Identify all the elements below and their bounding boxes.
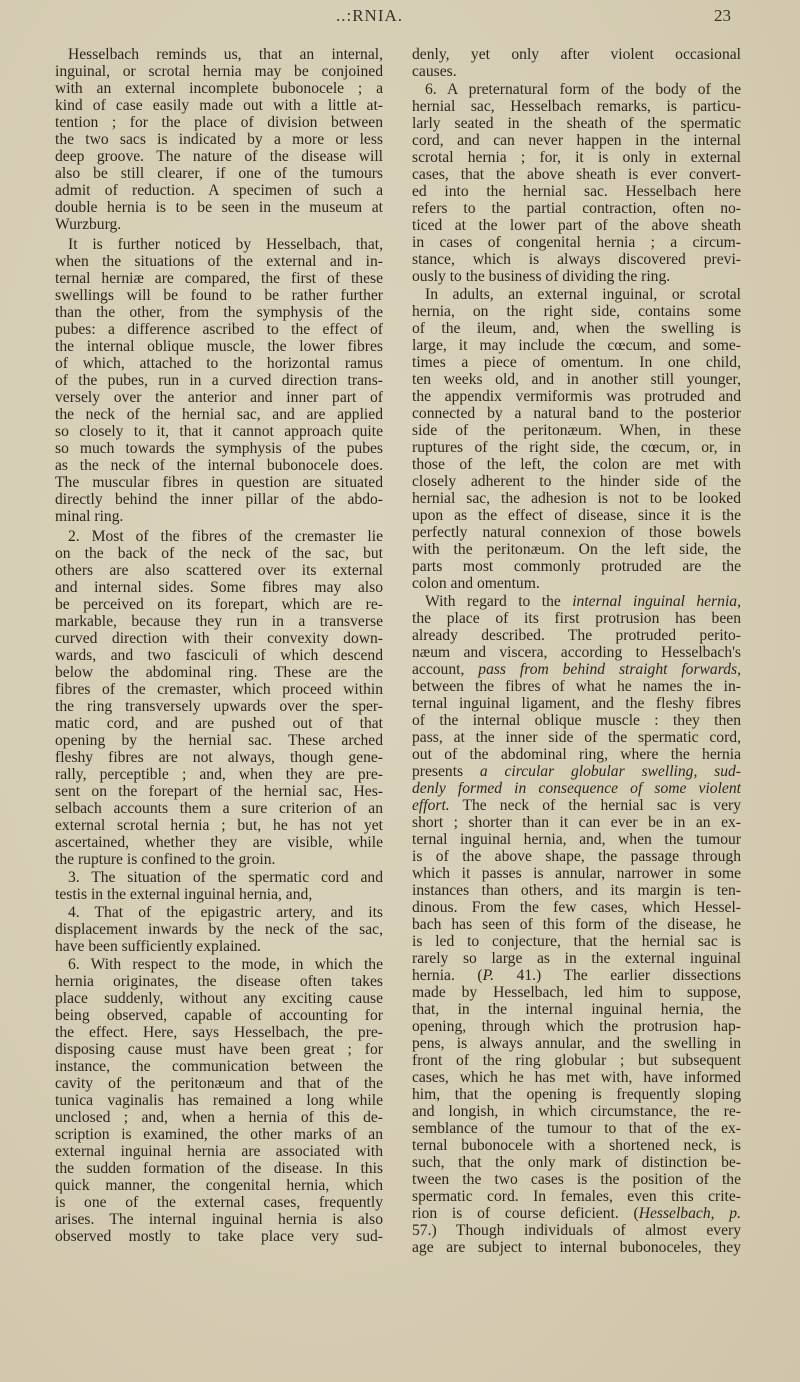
text-line: quick manner, the congenital hernia, which xyxy=(55,1177,383,1194)
text-line: large, it may include the cœcum, and some- xyxy=(412,337,741,354)
text-line: when the situations of the external and in- xyxy=(55,253,383,270)
text-line: on the back of the neck of the sac, but xyxy=(55,545,383,562)
text-line: 3. The situation of the spermatic cord and xyxy=(68,869,383,886)
text-line: inguinal, or scrotal hernia may be conjoined xyxy=(55,63,383,80)
paragraph xyxy=(55,236,383,525)
text-line: 6. With respect to the mode, in which the xyxy=(68,956,383,973)
text-line: versely over the anterior and inner part of xyxy=(55,389,383,406)
text-line: below the abdominal ring. These are the xyxy=(55,664,383,681)
text-line: ed into the hernial sac. Hesselbach here xyxy=(412,183,741,200)
text-line: fibres of the cremaster, which proceed within xyxy=(55,681,383,698)
text-line: made by Hesselbach, led him to suppose, xyxy=(412,984,741,1001)
text-span: account, xyxy=(412,661,479,678)
text-line: those of the left, the colon are met with xyxy=(412,456,741,473)
text-line: hernial sac, Hesselbach remarks, is particu- xyxy=(412,98,741,115)
paragraph xyxy=(412,286,741,592)
text-line: In adults, an external inguinal, or scrotal xyxy=(425,286,741,303)
text-line: closely adherent to the hinder side of the xyxy=(412,473,741,490)
text-line: the internal oblique muscle, the lower fibres xyxy=(55,338,383,355)
text-line: double hernia is to be seen in the museum at xyxy=(55,199,383,216)
text-line: ternal inguinal hernia, and, when the tumour xyxy=(412,831,741,848)
text-line: which it passes is annular, narrower in some xyxy=(412,865,741,882)
text-line: between the fibres of what he names the in- xyxy=(412,678,741,695)
text-span: With regard to the xyxy=(425,593,573,610)
text-line: ascertained, whether they are visible, while xyxy=(55,834,383,851)
text-line: testis in the external inguinal hernia, and, xyxy=(55,886,313,903)
italic-text: Hesselbach, p. xyxy=(638,1205,741,1222)
paragraph xyxy=(412,81,741,285)
text-line: refers to the partial contraction, often no- xyxy=(412,200,741,217)
page-number: 23 xyxy=(714,6,731,25)
text-line xyxy=(412,797,741,814)
text-line: denly, yet only after violent occasional xyxy=(412,46,741,63)
text-line: ternal inguinal ligament, and the fleshy fibres xyxy=(412,695,741,712)
text-line: scrotal hernia ; for, it is only in external xyxy=(412,149,741,166)
text-line: with an external incomplete bubonocele ; a xyxy=(55,80,383,97)
text-line: times a piece of omentum. In one child, xyxy=(412,354,741,371)
text-line: age are subject to internal bubonoceles, they xyxy=(412,1239,741,1256)
text-column-left xyxy=(55,46,383,1246)
text-line: have been sufficiently explained. xyxy=(55,938,261,955)
text-line: being observed, capable of accounting for xyxy=(55,1007,383,1024)
text-line: parts most commonly protruded are the xyxy=(412,558,741,575)
text-line: unclosed ; and, when a hernia of this de- xyxy=(55,1109,383,1126)
text-line: instance, the communication between the xyxy=(55,1058,383,1075)
text-line xyxy=(412,780,741,797)
text-line: side of the peritonæum. When, in these xyxy=(412,422,741,439)
text-column-right xyxy=(412,46,741,1257)
text-line: dinous. From the few cases, which Hessel- xyxy=(412,899,741,916)
text-line: directly behind the inner pillar of the abdo- xyxy=(55,491,383,508)
text-line: disposing cause must have been great ; for xyxy=(55,1041,383,1058)
text-line: the ring transversely upwards over the sper- xyxy=(55,698,383,715)
text-line: the appendix vermiformis was protruded and xyxy=(412,388,741,405)
italic-text: denly formed in consequence of some violent xyxy=(412,780,741,797)
text-line: tention ; for the place of division between xyxy=(55,114,383,131)
text-line: matic cord, and are pushed out of that xyxy=(55,715,383,732)
text-line: It is further noticed by Hesselbach, that, xyxy=(68,236,383,253)
text-line: spermatic cord. In females, even this crite- xyxy=(412,1188,741,1205)
text-line: of the pubes, run in a curved direction trans- xyxy=(55,372,383,389)
text-line: others are also scattered over its external xyxy=(55,562,383,579)
text-line: the sudden formation of the disease. In this xyxy=(55,1160,383,1177)
text-line: wards, and two fasciculi of which descend xyxy=(55,647,383,664)
text-line: already described. The protruded perito- xyxy=(412,627,741,644)
text-line: semblance of the tumour to that of the ex- xyxy=(412,1120,741,1137)
text-line: pens, is always annular, and the swelling in xyxy=(412,1035,741,1052)
text-line: of the ileum, and, when the swelling is xyxy=(412,320,741,337)
text-line: Wurzburg. xyxy=(55,216,122,233)
text-line: hernia, on the right side, contains some xyxy=(412,303,741,320)
text-line: ously to the business of dividing the ring. xyxy=(412,268,671,285)
text-span: The neck of the hernial sac is very xyxy=(449,797,741,814)
text-line: him, that the opening is frequently sloping xyxy=(412,1086,741,1103)
text-line: cord, and can never happen in the internal xyxy=(412,132,741,149)
text-line: the place of its first protrusion has been xyxy=(412,610,741,627)
text-line: external scrotal hernia ; but, he has not yet xyxy=(55,817,383,834)
text-line xyxy=(412,661,741,678)
text-line: kind of case easily made out with a little at- xyxy=(55,97,383,114)
paragraph xyxy=(55,956,383,1245)
text-line: rarely so large as in the external inguinal xyxy=(412,950,741,967)
text-line: pubes: a difference ascribed to the effect of xyxy=(55,321,383,338)
text-line: is led to conjecture, that the hernial sac is xyxy=(412,933,741,950)
text-line: cases, that the above sheath is ever convert- xyxy=(412,166,741,183)
text-line: scription is examined, the other marks of an xyxy=(55,1126,383,1143)
text-line: front of the ring globular ; but subsequent xyxy=(412,1052,741,1069)
text-line: fleshy fibres are not always, though gene- xyxy=(55,749,383,766)
text-line: ternal herniæ are compared, the first of these xyxy=(55,270,383,287)
text-span: hernia. ( xyxy=(412,967,483,984)
text-line xyxy=(412,763,741,780)
text-line: curved direction with their convexity down- xyxy=(55,630,383,647)
text-line: pass, at the inner side of the spermatic cord, xyxy=(412,729,741,746)
text-span: presents xyxy=(412,763,480,780)
text-line: swellings will be found to be rather further xyxy=(55,287,383,304)
text-line: hernial sac, the adhesion is not to be looked xyxy=(412,490,741,507)
text-line: as the neck of the internal bubonocele does. xyxy=(55,457,383,474)
text-line: that, in the internal inguinal hernia, the xyxy=(412,1001,741,1018)
text-line: sent on the forepart of the hernial sac, Hes- xyxy=(55,783,383,800)
text-line: is one of the external cases, frequently xyxy=(55,1194,383,1211)
italic-text: internal inguinal hernia, xyxy=(572,593,741,610)
text-line: cavity of the peritonæum and that of the xyxy=(55,1075,383,1092)
text-line: markable, because they run in a transverse xyxy=(55,613,383,630)
text-line: bach has seen of this form of the disease, he xyxy=(412,916,741,933)
text-line: observed mostly to take place very sud- xyxy=(55,1228,383,1245)
text-line xyxy=(412,593,741,610)
text-line: cases, which he has met with, have informed xyxy=(412,1069,741,1086)
text-span: 41.) The earlier dissections xyxy=(494,967,741,984)
text-line: stance, which is always discovered previ- xyxy=(412,251,741,268)
text-line: næum and viscera, according to Hesselbach's xyxy=(412,644,741,661)
text-line: out of the abdominal ring, where the hernia xyxy=(412,746,741,763)
text-line: tween the two cases is the position of the xyxy=(412,1171,741,1188)
text-line: also be still clearer, if one of the tumours xyxy=(55,165,383,182)
paragraph xyxy=(412,593,741,1256)
text-line: deep groove. The nature of the disease will xyxy=(55,148,383,165)
text-line: the effect. Here, says Hesselbach, the pre- xyxy=(55,1024,383,1041)
text-line: tunica vaginalis has remained a long while xyxy=(55,1092,383,1109)
text-line: larly seated in the sheath of the spermatic xyxy=(412,115,741,132)
text-line: such, that the only mark of distinction be- xyxy=(412,1154,741,1171)
text-line: colon and omentum. xyxy=(412,575,540,592)
text-line: 6. A preternatural form of the body of the xyxy=(425,81,741,98)
text-line xyxy=(412,1205,741,1222)
text-line: the two sacs is indicated by a more or less xyxy=(55,131,383,148)
paragraph xyxy=(55,46,383,233)
text-line: short ; shorter than it can ever be in an ex- xyxy=(412,814,741,831)
text-line: the rupture is confined to the groin. xyxy=(55,851,276,868)
text-line: minal ring. xyxy=(55,508,124,525)
running-head: ..:RNIA. xyxy=(336,6,404,25)
text-line: ticed at the lower part of the above sheath xyxy=(412,217,741,234)
paragraph xyxy=(412,46,741,80)
text-line: is of the above shape, the passage through xyxy=(412,848,741,865)
text-line: rally, perceptible ; and, when they are pre- xyxy=(55,766,383,783)
text-line: than the other, from the symphysis of the xyxy=(55,304,383,321)
text-line: causes. xyxy=(412,63,457,80)
text-line: ternal bubonocele with a shortened neck, is xyxy=(412,1137,741,1154)
text-line: 2. Most of the fibres of the cremaster lie xyxy=(68,528,383,545)
text-line: of the internal oblique muscle : they then xyxy=(412,712,741,729)
text-line: perfectly natural connexion of those bowels xyxy=(412,524,741,541)
italic-text: pass from behind straight forwards, xyxy=(478,661,741,678)
text-line: instances than others, and its margin is ten- xyxy=(412,882,741,899)
text-line: external inguinal hernia are associated with xyxy=(55,1143,383,1160)
text-line: of which, attached to the horizontal ramus xyxy=(55,355,383,372)
text-line: with the peritonæum. On the left side, the xyxy=(412,541,741,558)
text-line: so closely to it, that it cannot approach quite xyxy=(55,423,383,440)
text-line: The muscular fibres in question are situated xyxy=(55,474,383,491)
text-line: Hesselbach reminds us, that an internal, xyxy=(68,46,383,63)
text-line: displacement inwards by the neck of the sac, xyxy=(55,921,383,938)
text-line: 57.) Though individuals of almost every xyxy=(412,1222,741,1239)
italic-text: a circular globular swelling, sud- xyxy=(479,763,741,780)
text-span: rion is of course deficient. ( xyxy=(412,1205,639,1222)
text-line: selbach accounts them a sure criterion of an xyxy=(55,800,383,817)
italic-text: P. xyxy=(482,967,494,984)
paragraph xyxy=(55,869,383,903)
text-line: place suddenly, without any exciting cause xyxy=(55,990,383,1007)
text-line: and longish, in which circumstance, the re- xyxy=(412,1103,741,1120)
text-line: ten weeks old, and in another still younger, xyxy=(412,371,741,388)
text-line: admit of reduction. A specimen of such a xyxy=(55,182,383,199)
text-line: upon as the effect of disease, since it is the xyxy=(412,507,741,524)
text-line xyxy=(412,967,741,984)
text-line: arises. The internal inguinal hernia is also xyxy=(55,1211,383,1228)
text-line: in cases of congenital hernia ; a circum- xyxy=(412,234,741,251)
text-line: opening, through which the protrusion hap- xyxy=(412,1018,741,1035)
paragraph xyxy=(55,904,383,955)
text-line: connected by a natural band to the posterior xyxy=(412,405,741,422)
paragraph xyxy=(55,528,383,868)
text-line: opening by the hernial sac. These arched xyxy=(55,732,383,749)
text-line: 4. That of the epigastric artery, and its xyxy=(68,904,383,921)
text-line: hernia originates, the disease often takes xyxy=(55,973,383,990)
text-line: ruptures of the right side, the cœcum, or, in xyxy=(412,439,741,456)
text-line: so much towards the symphysis of the pubes xyxy=(55,440,383,457)
text-line: the neck of the hernial sac, and are applied xyxy=(55,406,383,423)
text-line: be perceived on its forepart, which are re- xyxy=(55,596,383,613)
italic-text: effort. xyxy=(412,797,450,814)
text-line: and internal sides. Some fibres may also xyxy=(55,579,383,596)
